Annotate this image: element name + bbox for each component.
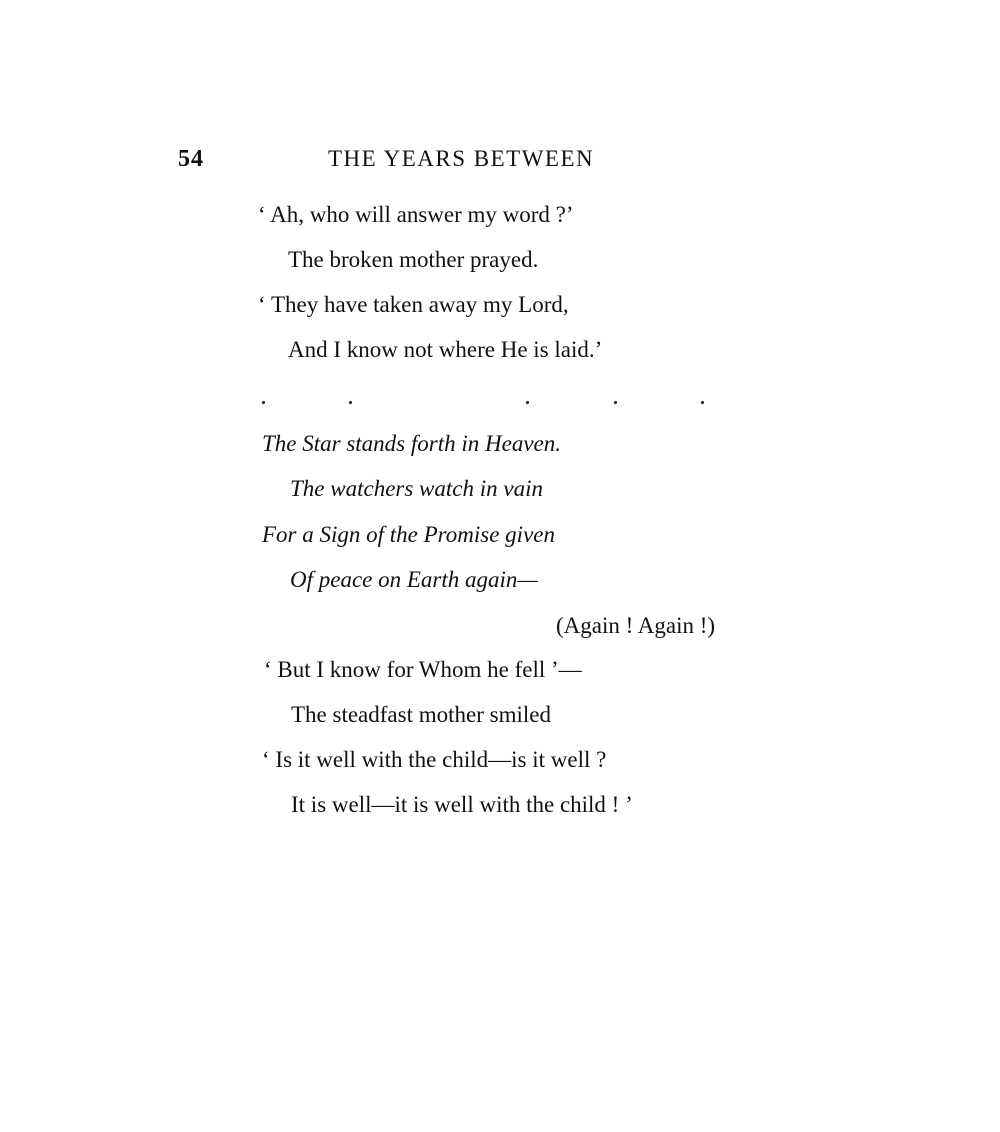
poem-line-italic: Of peace on Earth again— [290, 567, 538, 592]
poem-line: The steadfast mother smiled [291, 702, 551, 727]
running-title: THE YEARS BETWEEN [328, 146, 595, 171]
poem-line: ‘ Ah, who will answer my word ?’ [258, 202, 574, 227]
separator-dot [614, 401, 617, 404]
page-number: 54 [178, 146, 204, 172]
poem-line-italic: For a Sign of the Promise given [262, 522, 555, 547]
poem-line: The broken mother prayed. [288, 247, 539, 272]
poem-line-italic: The Star stands forth in Heaven. [262, 431, 561, 456]
poem-line: And I know not where He is laid.’ [288, 337, 603, 362]
poem-line: It is well—it is well with the child ! ’ [291, 792, 633, 817]
separator-dot [349, 401, 352, 404]
poem-line-italic: The watchers watch in vain [290, 476, 543, 501]
separator-dot [262, 401, 265, 404]
separator-dot [701, 401, 704, 404]
separator-dot [526, 401, 529, 404]
poem-line: ‘ Is it well with the child—is it well ? [262, 747, 607, 772]
poem-line: ‘ But I know for Whom he fell ’— [264, 657, 582, 682]
poem-refrain: (Again ! Again !) [556, 613, 716, 638]
poem-line: ‘ They have taken away my Lord, [258, 292, 569, 317]
